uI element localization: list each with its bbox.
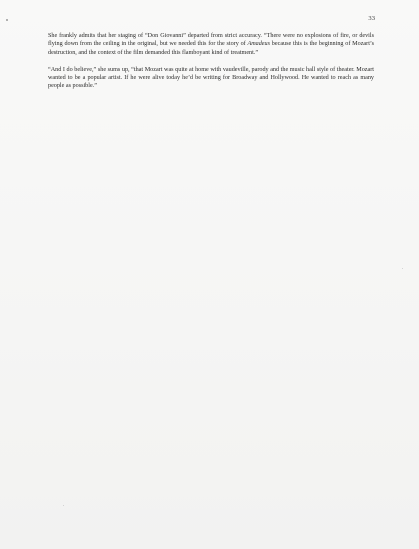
paper-speck [402,268,403,269]
scan-mark [6,19,8,21]
paragraph-1-text-end: because this is the beginning of Mozart’s destruction, and the context of the film demanded this flamboyant kind of treatment.” [48,41,374,56]
paragraph-1 [48,32,374,57]
body-text [48,32,374,99]
paragraph-1-text-start: She frankly admits that her staging of “Don Giovanni” departed from strict accuracy. “There were no explosions of fire, or devils flying down from the ceiling in the original, but we needed this for the story of [48,33,374,48]
page-number: 33 [368,15,375,22]
film-title-amadeus: Amadeus [247,41,270,48]
paper-speck [63,505,64,506]
paragraph-2: “And I do believe,” she sums up, “that Mozart was quite at home with vaudeville, parody and the music hall style of theater. Mozart wanted to be a popular artist. If he were alive today he’d be writing for Broadway and Hollywood. He wanted to reach as many people as possible.” [48,66,374,90]
